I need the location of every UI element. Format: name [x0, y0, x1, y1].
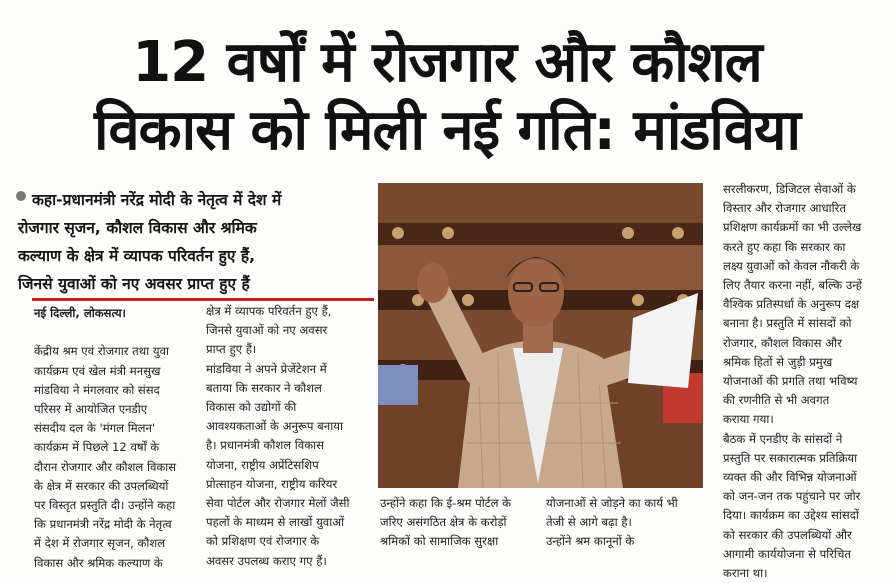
minister-speaking-photo	[378, 183, 703, 488]
headline-line-2: विकास को मिली नई गति: मांडविया	[94, 98, 800, 163]
column-3-text	[723, 180, 893, 583]
subheadline	[18, 186, 362, 298]
text-line: विस्तार और रोजगार आधारित	[723, 201, 846, 216]
text-line: योजनाओं की प्रगति तथा भविष्य	[723, 374, 858, 389]
text-line: उन्होंने श्रम कानूनों के	[546, 534, 635, 549]
text-line: लिए तैयार करना नहीं, बल्कि उन्हें	[723, 278, 862, 293]
text-line: व्यक्त की और विभिन्न योजनाओं	[723, 470, 857, 485]
subheadline-line: कहा-प्रधानमंत्री नरेंद्र मोदी के नेतृत्व में देश में	[32, 191, 282, 209]
text-line: प्रस्तुति पर सकारात्मक प्रतिक्रिया	[723, 450, 858, 465]
text-line: कि प्रधानमंत्री नरेंद्र मोदी के नेतृत्व	[34, 517, 172, 532]
text-line: केंद्रीय श्रम एवं रोजगार तथा युवा	[34, 344, 170, 359]
text-line: कार्यक्रम एवं खेल मंत्री मनसुख	[34, 363, 161, 378]
text-line: सरलीकरण, डिजिटल सेवाओं के	[723, 182, 856, 196]
news-photo	[378, 183, 703, 488]
article-column-2	[206, 302, 378, 571]
text-line: कराया गया।	[723, 412, 774, 427]
text-line: योजनाओं से जोड़ने का कार्य भी	[546, 496, 678, 510]
text-line: श्रमिकों को सामाजिक सुरक्षा	[380, 534, 499, 549]
text-line: कराना था।	[723, 566, 768, 581]
subheadline-line: जिनसे युवाओं को नए अवसर प्राप्त हुए हैं	[18, 275, 250, 293]
column-1-text	[34, 342, 210, 572]
text-line: आगामी कार्ययोजना से परिचित	[723, 546, 851, 561]
text-line: अवसर उपलब्ध कराए गए हैं।	[206, 553, 327, 568]
text-line: बैठक में एनडीए के सांसदों ने	[723, 431, 843, 446]
text-line: प्रशिक्षण कार्यक्रमों का भी उल्लेख	[723, 220, 862, 235]
spacer	[34, 323, 210, 342]
text-line: परिसर में आयोजित एनडीए	[34, 402, 148, 417]
article-text-under-photo-right	[546, 494, 706, 552]
text-line: वैश्विक प्रतिस्पर्धा के अनुरूप दक्ष	[723, 297, 860, 312]
text-line: में देश में रोजगार सृजन, कौशल	[34, 536, 166, 551]
text-line: करते हुए कहा कि सरकार का	[723, 239, 846, 254]
text-line: सेवा पोर्टल और रोजगार मेलों जैसी	[206, 496, 350, 511]
text-line: है। प्रधानमंत्री कौशल विकास	[206, 438, 324, 453]
text-line: आवश्यकताओं के अनुरूप बनाया	[206, 419, 343, 434]
text-line: को प्रशिक्षण एवं रोजगार के	[206, 534, 320, 549]
text-line: दिया। कार्यक्रम का उद्देश्य सांसदों	[723, 508, 859, 523]
text-line: योजना, राष्ट्रीय अप्रेंटिसशिप	[206, 457, 319, 472]
text-line: उन्होंने कहा कि ई-श्रम पोर्टल के	[380, 496, 512, 510]
article-text-under-photo-left	[380, 494, 538, 552]
dateline: नई दिल्ली, लोकसत्य।	[34, 306, 126, 320]
text-line: को सरकार की उपलब्धियों और	[723, 527, 852, 542]
text-line: बनाना है। प्रस्तुति में सांसदों को	[723, 316, 852, 331]
text-line: तेजी से आगे बढ़ा है।	[546, 515, 632, 530]
article-column-1	[34, 304, 210, 573]
red-divider	[32, 298, 374, 301]
text-line: पर विस्तृत प्रस्तुति दी। उन्होंने कहा	[34, 498, 176, 513]
article-column-3	[723, 180, 893, 583]
text-line: के क्षेत्र में सरकार की उपलब्धियों	[34, 478, 169, 493]
text-line: जरिए असंगठित क्षेत्र के करोड़ों	[380, 515, 507, 530]
text-line: विकास को उद्योगों की	[206, 400, 297, 415]
text-line: जिनसे युवाओं को नए अवसर	[206, 323, 328, 338]
text-line: प्रोत्साहन योजना, राष्ट्रीय करियर	[206, 476, 338, 491]
column-2-text	[206, 302, 378, 571]
text-line: की रणनीति से भी अवगत	[723, 393, 830, 408]
text-line: लक्ष्य युवाओं को केवल नौकरी के	[723, 258, 860, 273]
subheadline-line: कल्याण के क्षेत्र में व्यापक परिवर्तन हुए हैं,	[18, 247, 255, 265]
headline-line-1: 12 वर्षों में रोजगार और कौशल	[132, 30, 762, 95]
text-line: को जन-जन तक पहुंचाने पर जोर	[723, 489, 861, 504]
text-line: क्षेत्र में व्यापक परिवर्तन हुए हैं,	[206, 304, 332, 318]
text-line: दौरान रोजगार और कौशल विकास	[34, 459, 177, 474]
subheadline-line: रोजगार सृजन, कौशल विकास और श्रमिक	[18, 219, 257, 237]
text-line: संसदीय दल के 'मंगल मिलन'	[34, 421, 156, 436]
text-line: बताया कि सरकार ने कौशल	[206, 380, 322, 395]
text-line: विकास और श्रमिक कल्याण के	[34, 555, 163, 570]
text-line: रोजगार, कौशल विकास और	[723, 335, 842, 350]
text-line: मांडविया ने मंगलवार को संसद	[34, 382, 160, 397]
text-line: पहलों के माध्यम से लाखों युवाओं	[206, 515, 345, 530]
text-line: श्रमिक हितों से जुड़ी प्रमुख	[723, 354, 833, 369]
text-line: कार्यक्रम में पिछले 12 वर्षों के	[34, 440, 160, 455]
text-line: मांडविया ने अपने प्रेजेंटेशन में	[206, 361, 327, 376]
text-line: प्राप्त हुए हैं।	[206, 342, 257, 357]
